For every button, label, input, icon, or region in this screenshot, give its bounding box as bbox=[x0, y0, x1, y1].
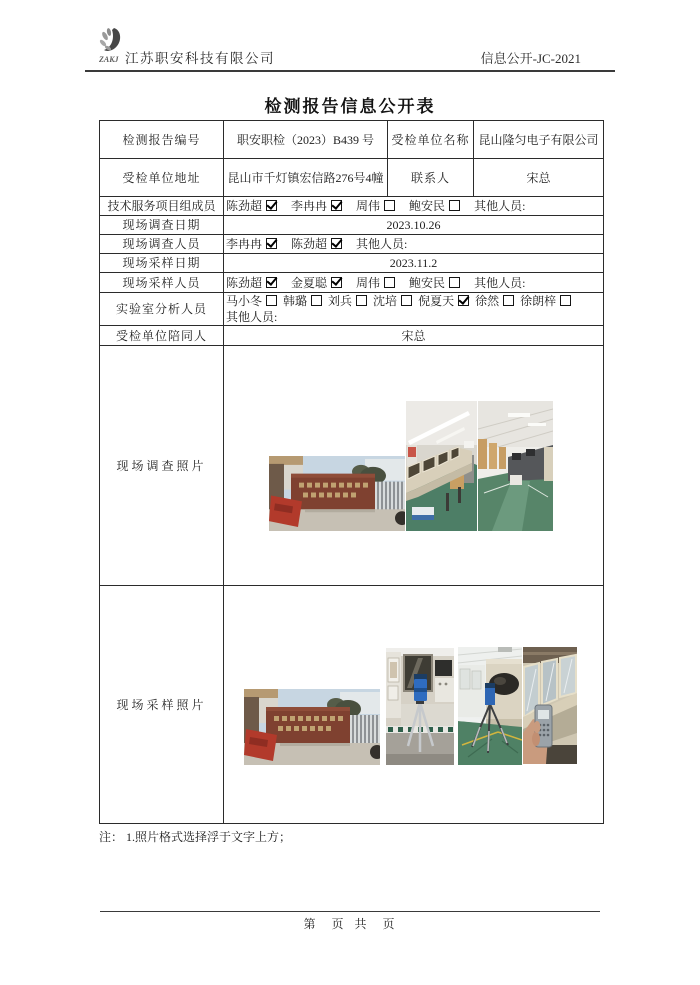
member-entry bbox=[520, 294, 571, 308]
member-name: 徐朗梓 bbox=[520, 294, 557, 308]
doc-code: 信息公开-JC-2021 bbox=[480, 51, 581, 66]
other-person-label: 其他人员: bbox=[226, 310, 278, 324]
member-name: 李冉冉 bbox=[226, 237, 263, 251]
checkbox-checked[interactable] bbox=[331, 200, 342, 211]
checkbox-unchecked[interactable] bbox=[266, 295, 277, 306]
page-number-text: 第 页 共 页 bbox=[303, 917, 397, 931]
report-no-value: 职安职检（2023）B439 号 bbox=[224, 121, 388, 159]
member-entry bbox=[418, 294, 469, 308]
lab-analysts-value bbox=[224, 293, 604, 326]
survey-photos-label: 现场调查照片 bbox=[100, 346, 224, 586]
survey-photos-cell bbox=[224, 346, 604, 586]
member-entry bbox=[291, 276, 342, 290]
sampling-photos-cell bbox=[224, 586, 604, 824]
unit-name-value: 昆山隆匀电子有限公司 bbox=[474, 121, 604, 159]
member-name: 周伟 bbox=[356, 199, 381, 213]
lab-analysts-label: 实验室分析人员 bbox=[100, 293, 224, 326]
contact-label: 联系人 bbox=[388, 159, 474, 197]
photo-factory-gate bbox=[244, 689, 380, 765]
sampling-date-label: 现场采样日期 bbox=[100, 254, 224, 273]
member-name: 陈劲超 bbox=[226, 199, 263, 213]
checkbox-unchecked[interactable] bbox=[503, 295, 514, 306]
company-name: 江苏职安科技有限公司 bbox=[125, 51, 275, 66]
member-entry bbox=[356, 276, 395, 290]
other-person-label: 其他人员: bbox=[474, 199, 526, 213]
member-name: 刘兵 bbox=[328, 294, 353, 308]
member-entry bbox=[328, 294, 367, 308]
unit-address-value: 昆山市千灯镇宏信路276号4幢 bbox=[224, 159, 388, 197]
other-person-label: 其他人员: bbox=[356, 237, 408, 251]
checkbox-checked[interactable] bbox=[331, 277, 342, 288]
unit-address-label: 受检单位地址 bbox=[100, 159, 224, 197]
contact-value: 宋总 bbox=[474, 159, 604, 197]
member-entry bbox=[409, 199, 460, 213]
other-person-label: 其他人员: bbox=[474, 275, 526, 290]
member-name: 沈培 bbox=[373, 294, 398, 308]
survey-date-label: 现场调查日期 bbox=[100, 216, 224, 235]
company-logo-icon bbox=[98, 26, 124, 66]
checkbox-unchecked[interactable] bbox=[449, 200, 460, 211]
checkbox-unchecked[interactable] bbox=[449, 277, 460, 288]
member-entry bbox=[291, 237, 342, 251]
unit-name-label: 受检单位名称 bbox=[388, 121, 474, 159]
checkbox-checked[interactable] bbox=[266, 200, 277, 211]
photo-smt-workshop bbox=[478, 401, 553, 531]
team-members-label: 技术服务项目组成员 bbox=[100, 197, 224, 216]
member-name: 倪夏天 bbox=[418, 294, 455, 308]
checkbox-checked[interactable] bbox=[266, 277, 277, 288]
member-name: 鲍安民 bbox=[409, 275, 446, 290]
checkbox-checked[interactable] bbox=[458, 295, 469, 306]
companion-value: 宋总 bbox=[224, 326, 604, 346]
member-name: 李冉冉 bbox=[291, 199, 328, 213]
report-no-label: 检测报告编号 bbox=[100, 121, 224, 159]
document-header bbox=[85, 26, 615, 72]
checkbox-unchecked[interactable] bbox=[401, 295, 412, 306]
sampling-staff-value bbox=[224, 273, 604, 293]
footnote: 注： 1.照片格式选择浮于文字上方； bbox=[99, 830, 292, 844]
checkbox-checked[interactable] bbox=[266, 238, 277, 249]
photo-handheld-meter bbox=[523, 647, 577, 764]
member-entry bbox=[356, 199, 395, 213]
photo-production-line bbox=[406, 401, 477, 531]
member-name: 陈劲超 bbox=[226, 275, 263, 290]
member-entry bbox=[226, 237, 277, 251]
photo-sampling-pump-green-floor bbox=[458, 647, 522, 765]
member-name: 陈劲超 bbox=[291, 237, 328, 251]
sampling-staff-label: 现场采样人员 bbox=[100, 273, 224, 293]
sampling-date-value: 2023.11.2 bbox=[224, 254, 604, 273]
companion-label: 受检单位陪同人 bbox=[100, 326, 224, 346]
member-entry bbox=[226, 199, 277, 213]
member-name: 鲍安民 bbox=[409, 199, 446, 213]
checkbox-unchecked[interactable] bbox=[356, 295, 367, 306]
member-name: 周伟 bbox=[356, 275, 381, 290]
member-name: 马小冬 bbox=[226, 294, 263, 308]
report-table bbox=[99, 120, 604, 824]
member-entry bbox=[226, 294, 277, 308]
member-name: 徐然 bbox=[475, 294, 500, 308]
member-entry bbox=[226, 276, 277, 290]
page-title: 检测报告信息公开表 bbox=[264, 97, 436, 116]
member-entry bbox=[409, 276, 460, 290]
photo-sampling-pump-indoor bbox=[386, 648, 454, 765]
photo-factory-gate bbox=[269, 456, 405, 531]
survey-staff-value bbox=[224, 235, 604, 254]
survey-staff-label: 现场调查人员 bbox=[100, 235, 224, 254]
logo-text: ZAKJ bbox=[99, 55, 119, 64]
checkbox-unchecked[interactable] bbox=[311, 295, 322, 306]
checkbox-unchecked[interactable] bbox=[384, 200, 395, 211]
member-entry bbox=[291, 199, 342, 213]
checkbox-unchecked[interactable] bbox=[384, 277, 395, 288]
team-members-value bbox=[224, 197, 604, 216]
checkbox-checked[interactable] bbox=[331, 238, 342, 249]
survey-date-value: 2023.10.26 bbox=[224, 216, 604, 235]
member-entry bbox=[475, 294, 514, 308]
member-name: 韩璐 bbox=[283, 294, 308, 308]
member-entry bbox=[373, 294, 412, 308]
sampling-photos-label: 现场采样照片 bbox=[100, 586, 224, 824]
footer-divider bbox=[100, 911, 600, 912]
member-name: 金夏聪 bbox=[291, 275, 328, 290]
checkbox-unchecked[interactable] bbox=[560, 295, 571, 306]
member-entry bbox=[283, 294, 322, 308]
